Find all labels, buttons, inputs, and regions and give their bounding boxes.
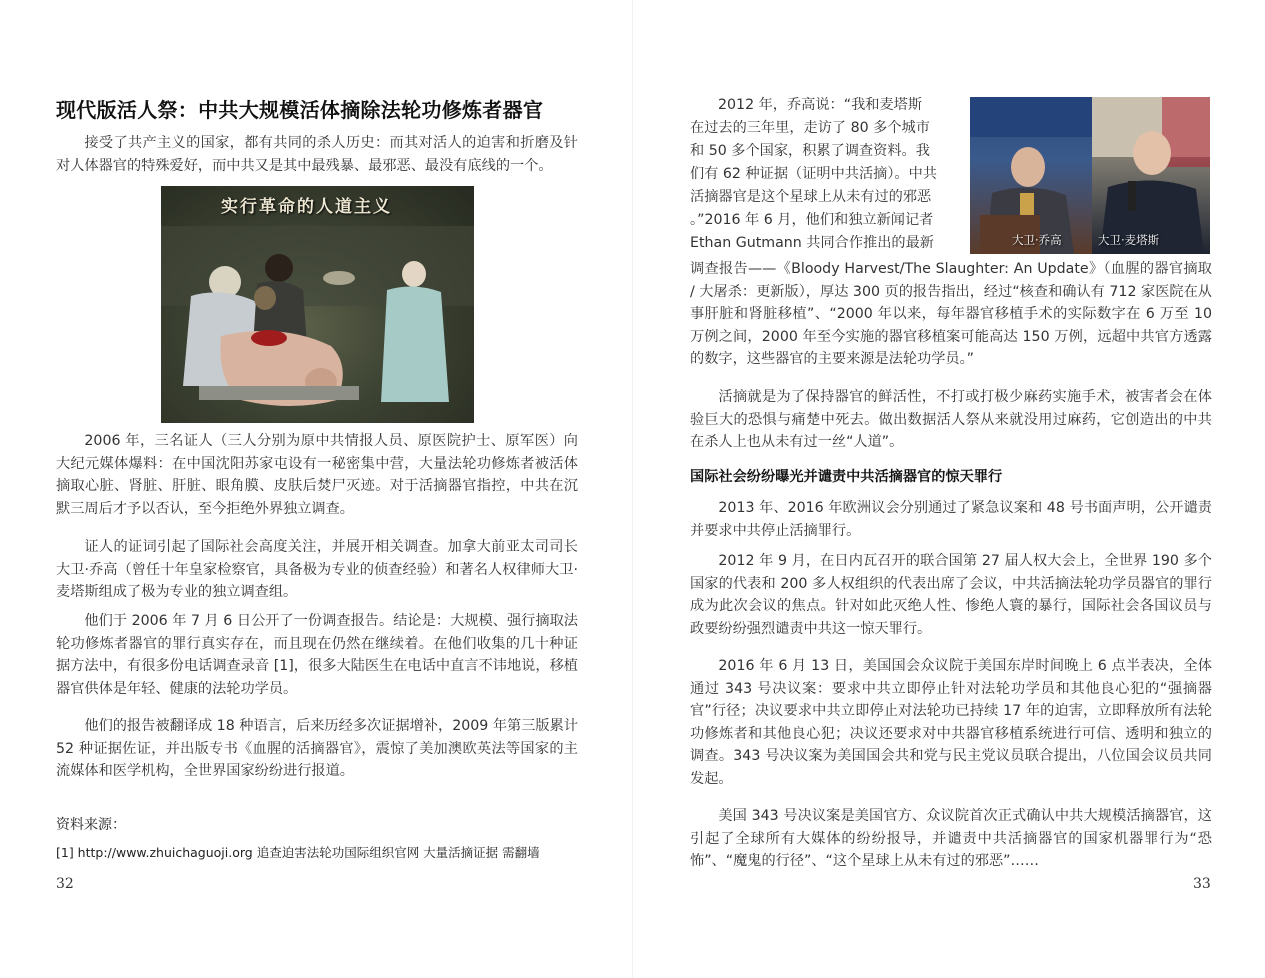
right-paragraph-4: 2012 年 9 月，在日内瓦召开的联合国第 27 届人权大会上，全世界 190 多个国家的代表和 200 多人权组织的代表出席了会议，中共活摘法轮功学员器官的罪行成为此次会议的焦点。针对如此灭绝人性、惨绝人寰的暴行，国际社会各国议员与政要纷纷强烈谴责中共这一惊天罪行。 bbox=[690, 553, 1212, 637]
right-paragraph-3: 2013 年、2016 年欧洲议会分别通过了紧急议案和 48 号书面声明，公开谴责并要求中共停止活摘罪行。 bbox=[690, 500, 1212, 539]
intro-line: 活摘器官是这个星球上从未有过的邪恶 bbox=[690, 189, 932, 205]
surgery-scene-illustration bbox=[161, 186, 474, 423]
source-label: 资料来源： bbox=[56, 817, 126, 833]
section-subheading: 国际社会纷纷曝光并谴责中共活摘器官的惊天罪行 bbox=[690, 469, 1003, 485]
right-page bbox=[633, 0, 1265, 978]
right-paragraph-6: 美国 343 号决议案是美国官方、众议院首次正式确认中共大规模活摘器官，这引起了全球所有大媒体的纷纷报导，并谴责中共活摘器官的国家机器罪行为“恐怖”、“魔鬼的行径”、“这个星球上从未有过的邪恶”…… bbox=[690, 808, 1212, 870]
caption-kilgour: 大卫·乔高 bbox=[1012, 233, 1062, 247]
intro-line: 和 50 多个国家，积累了调查资料。我 bbox=[690, 143, 930, 159]
left-paragraph-1: 接受了共产主义的国家，都有共同的杀人历史：而其对活人的迫害和折磨及针对人体器官的特殊爱好，而中共又是其中最残暴、最邪恶、最没有底线的一个。 bbox=[56, 135, 578, 174]
page-title: 现代版活人祭：中共大规模活体摘除法轮功修炼者器官 bbox=[56, 98, 544, 122]
left-paragraph-3: 证人的证词引起了国际社会高度关注，并展开相关调查。加拿大前亚太司司长大卫·乔高（曾任十年皇家检察官，具备极为专业的侦查经验）和著名人权律师大卫·麦塔斯组成了极为专业的独立调查组。 bbox=[56, 539, 578, 601]
right-paragraph-5: 2016 年 6 月 13 日，美国国会众议院于美国东岸时间晚上 6 点半表决，全体通过 343 号决议案：要求中共立即停止针对法轮功学员和其他良心犯的“强摘器官”行径；决议要求中共立即停止对法轮功已持续 17 年的迫害，立即释放所有法轮功修炼者和其他良心犯；决议还要求对中共器官移植系统进行可信、透明和独立的调查。343 号决议案为美国国会共和党与民主党议员联合提出，八位国会议员共同发起。 bbox=[690, 658, 1212, 787]
left-page bbox=[0, 0, 632, 978]
left-paragraph-2: 2006 年，三名证人（三人分别为原中共情报人员、原医院护士、原军医）向大纪元媒体爆料：在中国沈阳苏家屯设有一秘密集中营，大量法轮功修炼者被活体摘取心脏、肾脏、肝脏、眼角膜、皮肤后焚尸灭迹。对于活摘器官指控，中共在沉默三周后才予以否认，至今拒绝外界独立调查。 bbox=[56, 433, 578, 517]
photo-david-kilgour bbox=[970, 97, 1092, 254]
caption-matas: 大卫·麦塔斯 bbox=[1098, 233, 1160, 247]
intro-line: 。”2016 年 6 月，他们和独立新闻记者 bbox=[690, 212, 934, 228]
photo-david-matas bbox=[1092, 97, 1210, 254]
painting-image bbox=[161, 186, 474, 423]
intro-line: 在过去的三年里，走访了 80 多个城市 bbox=[690, 120, 930, 136]
right-paragraph-2: 活摘就是为了保持器官的鲜活性，不打或打极少麻药实施手术，被害者会在体验巨大的恐惧与痛楚中死去。做出数据活人祭从来就没用过麻药，它创造出的中共在杀人上也从未有过一丝“人道”。 bbox=[690, 389, 1212, 451]
page-number-right: 33 bbox=[1193, 876, 1211, 892]
left-paragraph-5: 他们的报告被翻译成 18 种语言，后来历经多次证据增补，2009 年第三版累计 52 种证据佐证，并出版专书《血腥的活摘器官》，震惊了美加澳欧英法等国家的主流媒体和医学机构，全世界国家纷纷进行报道。 bbox=[56, 718, 578, 780]
intro-line: 们有 62 种证据（证明中共活摘）。中共 bbox=[690, 166, 937, 182]
page-number-left: 32 bbox=[56, 876, 74, 892]
right-intro-continued: 调查报告——《Bloody Harvest/The Slaughter: An Update》（血腥的器官摘取 / 大屠杀：更新版），厚达 300 页的报告指出，经过“核查和确认有 712 家医院在从事肝脏和肾脏移植”、“2000 年以来，每年器官移植手术的实际数字在 6 万至 10 万例之间，2000 年至今实施的器官移植案可能高达 150 万例，远超中共官方透露的数字，这些器官的主要来源是法轮功学员。” bbox=[690, 261, 1212, 368]
source-reference: [1] http://www.zhuichaguoji.org 追查迫害法轮功国际组织官网 大量活摘证据 需翻墙 bbox=[56, 845, 540, 860]
press-conference-photo bbox=[970, 97, 1210, 254]
painting-title: 实行革命的人道主义 bbox=[221, 197, 392, 217]
intro-line: Ethan Gutmann 共同合作推出的最新 bbox=[690, 235, 934, 251]
left-paragraph-4: 他们于 2006 年 7 月 6 日公开了一份调查报告。结论是：大规模、强行摘取法轮功修炼者器官的罪行真实存在，而且现在仍然在继续着。在他们收集的几十种证据方法中，有很多份电话调查录音 [1]，很多大陆医生在电话中直言不讳地说，移植器官供体是年轻、健康的法轮功学员。 bbox=[56, 613, 578, 697]
intro-line: 2012 年，乔高说：“我和麦塔斯 bbox=[718, 97, 923, 113]
